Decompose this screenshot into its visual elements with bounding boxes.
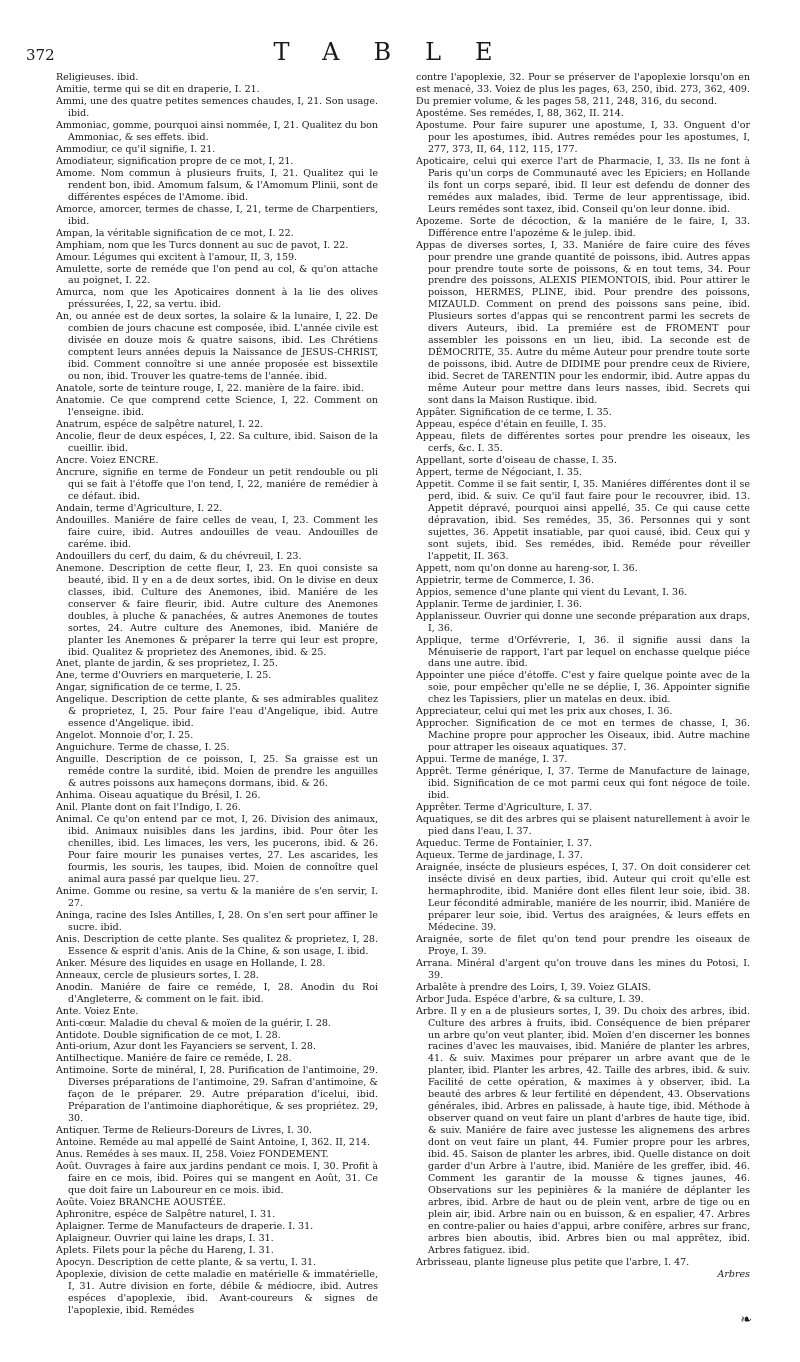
index-entry: Aplaigner. Terme de Manufacteurs de draperie. I. 31. [56, 1221, 314, 1232]
index-entry: Ancolie, fleur de deux espéces, I, 22. Sa culture, ibid. Saison de la cueillir. ibid. [56, 431, 378, 455]
index-entry: Appas de diverses sortes, I, 33. Maniére de faire cuire des féves pour prendre une grande quantité de poissons, ibid. Autres appas pour prendre toute sorte de poissons, & en tout tems, 34. Pour prendre des poissons, ALEXIS PIEMONTOIS, ibid. Pour attirer le poisson, HERMES, PLINE, ibid. Pour prendre des poissons, MIZAULD. Comment on prend des poissons sans peine, ibid. Plusieurs sortes d'appas qui se rencontrent parmi les secrets de divers Auteurs, ibid. La premiére est de FROMENT pour assembler les poissons en un lieu, ibid. La seconde est de DÉMOCRITE, 35. Autre du même Auteur pour prendre toute sorte de poissons, ibid. Autre de DIDIME pour prendre ceux de Riviere, ibid. Secret de TARENTIN pour les endormir, ibid. Autre appas du même Auteur pour mettre dans leurs nasses, ibid. Secrets qui sont dans la Maison Rustique. ibid. [416, 239, 750, 407]
index-entry: Andouillers du cerf, du daim, & du chévreuil, I. 23. [56, 550, 302, 562]
index-entry: Antoine. Reméde au mal appellé de Saint Antoine, I, 362. II, 214. [56, 1137, 371, 1149]
index-entry: Andouilles. Maniére de faire celles de veau, I, 23. Comment les faire cuire, ibid. Autres andouilles de veau. Andouilles de caréme. ibid. [56, 514, 378, 550]
index-entry: Approcher. Signification de ce mot en termes de chasse, I, 36. Machine propre pour approcher les Oiseaux, ibid. Autre machine pour attraper les oiseaux aquatiques. 37. [416, 718, 750, 754]
index-entry: Anet, plante de jardin, & ses proprietez, I. 25. [56, 658, 278, 670]
index-entry: Anti-cœur. Maladie du cheval & moïen de la guérir, I. 28. [56, 1017, 331, 1029]
index-entry: Apprêter. Terme d'Agriculture, I. 37. [416, 802, 593, 814]
index-entry: Religieuses. ibid. [56, 72, 139, 83]
index-entry: Arbor Juda. Espéce d'arbre, & sa culture, I. 39. [416, 993, 644, 1005]
index-entry: Aqueux. Terme de jardinage, I. 37. [416, 849, 584, 861]
index-entry: Aphronitre, espéce de Salpêtre naturel, I. 31. [56, 1209, 276, 1221]
index-entry: Applanir. Terme de jardinier, I. 36. [416, 598, 583, 610]
index-entry: Appâter. Signification de ce terme, I. 35. [416, 407, 612, 419]
index-entry: Anime. Gomme ou resine, sa vertu & la maniére de s'en servir, I. 27. [56, 885, 378, 909]
index-entry: Appert, terme de Négociant, I. 35. [416, 466, 583, 478]
index-entry: Arbalête à prendre des Loirs, I, 39. Voiez GLAIS. [416, 981, 651, 993]
index-entry: Antilhectique. Maniére de faire ce reméde, I. 28. [56, 1053, 292, 1065]
index-entry: Anti-orium, Azur dont les Fayanciers se servent, I. 28. [56, 1041, 316, 1053]
index-entry: Aoûte. Voiez BRANCHE AOUSTÉE. [56, 1197, 226, 1209]
index-entry: Appellant, sorte d'oiseau de chasse, I. 35. [416, 455, 617, 466]
index-entry: Applanisseur. Ouvrier qui donne une seconde préparation aux draps, I, 36. [416, 610, 750, 634]
index-entry: Anemone. Description de cette fleur, I, 23. En quoi consiste sa beauté, ibid. Il y en a de deux sortes, ibid. On le divise en deux classes, ibid. Culture des Anemones, ibid. Maniére de les conserver & faire fleurir, ibid. Autre culture des Anemones doubles, à pluche & panachées, & autres Anemones de toutes sortes, 24. Autre culture des Anemones, ibid. Maniére de planter les Anemones & préparer la terre qui leur est propre, ibid. Qualitez & proprietez des Anemones, ibid. & 25. [56, 562, 378, 658]
index-entry: Apostume. Pour faire supurer une apostume, I, 33. Onguent d'or pour les apostumes, ibid. Autres remédes pour les apostumes, I, 277, 373, II, 64, 112, 115, 177. [416, 119, 750, 155]
index-entry: Araignée, insécte de plusieurs espéces, I, 37. On doit considerer cet insécte divisé en deux parties, ibid. Auteur qui croit qu'elle est hermaphrodite, ibid. Maniére dont elles filent leur soie, ibid. 38. Leur fécondité admirable, maniére de les nourrir, ibid. Maniére de préparer leur soie, ibid. Vertus des araignées, & leurs effets en Médecine. 39. [416, 861, 750, 933]
index-entry: Amour. Légumes qui excitent à l'amour, II, 3, 159. [56, 251, 298, 263]
index-entry: Andain, terme d'Agriculture, I. 22. [56, 502, 223, 514]
ornament: ❧ [740, 1312, 752, 1328]
index-entry: Anatomie. Ce que comprend cette Science, I, 22. Comment on l'enseigne. ibid. [56, 395, 378, 419]
index-entry: Anis. Description de cette plante. Ses qualitez & proprietez, I, 28. Essence & esprit d'anis. Anis de la Chine, & son usage, I. ibid. [56, 933, 378, 957]
index-entry: Apprêt. Terme générique, I, 37. Terme de Manufacture de lainage, ibid. Signification de ce mot parmi ceux qui font négoce de toile. ibid. [416, 766, 750, 802]
index-entry: Aqueduc. Terme de Fontainier, I. 37. [416, 838, 593, 849]
index-entry: contre l'apoplexie, 32. Pour se préserver de l'apoplexie lorsqu'on en est menacé, 33. Voiez de plus les pages, 63, 250, ibid. 273, 362, 409. Du premier volume, & les pages 58, 211, 248, 316, du second. [416, 72, 750, 107]
index-entry: Amodiateur, signification propre de ce mot, I, 21. [56, 155, 294, 167]
index-entry: Anneaux, cercle de plusieurs sortes, I. 28. [56, 969, 259, 981]
index-entry: Anhima. Oiseau aquatique du Brésil, I. 26. [56, 790, 261, 802]
index-entry: Amurca, nom que les Apoticaires donnent à la lie des olives préssurées, I, 22, sa vertu. ibid. [56, 287, 378, 311]
index-entry: Ancrure, signifie en terme de Fondeur un petit rendouble ou pli qui se fait à l'étoffe que l'on tend, I, 22, maniére de remédier à ce défaut. ibid. [56, 466, 378, 502]
index-entry: Aninga, racine des Isles Antilles, I, 28. On s'en sert pour affiner le sucre. ibid. [56, 909, 378, 933]
index-entry: Appett, nom qu'on donne au hareng-sor, I. 36. [416, 562, 638, 574]
page-title: TABLE [273, 38, 527, 66]
catchword: Arbres [717, 1268, 750, 1280]
index-entry: Anil. Plante dont on fait l'Indigo, I. 26. [56, 802, 241, 814]
index-entry: Ampan, la véritable signification de ce mot, I. 22. [56, 227, 294, 239]
index-entry: Appios, semence d'une plante qui vient du Levant, I. 36. [416, 586, 688, 598]
index-entry: Aplaigneur. Ouvrier qui laine les draps, I. 31. [56, 1232, 274, 1244]
index-entry: Applique, terme d'Orfévrerie, I, 36. il signifie aussi dans la Ménuiserie de rapport, l'art par lequel on enchasse quelque piéce dans une autre. ibid. [416, 634, 750, 670]
index-entry: Antiquer. Terme de Relieurs-Doreurs de Livres, I. 30. [56, 1125, 313, 1137]
index-entry: Amitie, terme qui se dit en draperie, I. 21. [56, 83, 260, 95]
index-entry: Ammodiur, ce qu'il signifie, I. 21. [56, 143, 216, 155]
left-column [56, 72, 378, 1317]
index-entry: Angar, signification de ce terme, I. 25. [56, 682, 241, 694]
right-column [416, 72, 750, 1281]
index-entry: Anatole, sorte de teinture rouge, I, 22. manière de la faire. ibid. [56, 383, 364, 395]
index-entry: Amorce, amorcer, termes de chasse, I, 21, terme de Charpentiers, ibid. [56, 203, 378, 227]
index-entry: Anus. Remédes à ses maux. II, 258. Voiez FONDEMENT. [56, 1149, 329, 1161]
index-entry: Arrana. Minéral d'argent qu'on trouve dans les mines du Potosi, I. 39. [416, 957, 750, 981]
index-entry: Animal. Ce qu'on entend par ce mot, I, 26. Division des animaux, ibid. Animaux nuisibles dans les jardins, ibid. Pour ôter les chenilles, ibid. Les limaces, les vers, les pucerons, ibid. & 26. Pour faire mourir les punaises vertes, 27. Les ascarides, les fourmis, les souris, les taupes, ibid. Moien de connoître quel animal aura passé par quelque lieu. 27. [56, 814, 378, 885]
index-entry: Angelique. Description de cette plante, & ses admirables qualitez & proprietez, I, 25. Pour faire l'eau d'Angelique, ibid. Autre essence d'Angelique. ibid. [56, 694, 378, 730]
index-entry: Anodin. Maniére de faire ce reméde, I, 28. Anodin du Roi d'Angleterre, & comment on le fait. ibid. [56, 981, 378, 1005]
index-entry: Ane, terme d'Ouvriers en marqueterie, I. 25. [56, 670, 272, 682]
index-entry: Appetit. Comme il se fait sentir, I, 35. Maniéres différentes dont il se perd, ibid. & suiv. Ce qu'il faut faire pour le recouvrer, ibid. 13. Appetit dépravé, pourquoi ainsi appellé, 35. Ce qui cause cette dépravation, ibid. Ses remédes, 35, 36. Personnes qui y sont sujettes, 36. Appetit insatiable, par quoi causé, ibid. Ceux qui y sont sujets, ibid. Ses remédes, ibid. Reméde pour réveiller l'appetit, II. 363. [416, 478, 750, 562]
index-entry: Appui. Terme de manége, I. 37. [416, 754, 568, 766]
page-number: 372 [26, 46, 55, 64]
index-entry: Aquatiques, se dit des arbres qui se plaisent naturellement à avoir le pied dans l'eau, I. 37. [416, 814, 750, 838]
index-entry: Appreciateur, celui qui met les prix aux choses, I. 36. [416, 706, 673, 718]
index-entry: Aplets. Filets pour la pêche du Hareng, I. 31. [56, 1244, 274, 1256]
index-entry: Ammoniac, gomme, pourquoi ainsi nommée, I, 21. Qualitez du bon Ammoniac, & ses effets. ibid. [56, 119, 378, 143]
index-entry: Amphiam, nom que les Turcs donnent au suc de pavot, I. 22. [56, 239, 349, 251]
index-entry: Août. Ouvrages à faire aux jardins pendant ce mois. I, 30. Profit à faire en ce mois, ibid. Poires qui se mangent en Août, 31. Ce que doit faire un Laboureur en ce mois. ibid. [56, 1161, 378, 1197]
index-entry: Anatrum, espéce de salpêtre naturel, I. 22. [56, 419, 264, 431]
index-entry: Antidote. Double signification de ce mot, I. 28. [56, 1029, 281, 1041]
index-entry: Anker. Mésure des liquides en usage en Hollande, I. 28. [56, 957, 326, 969]
index-entry: Araignée, sorte de filet qu'on tend pour prendre les oiseaux de Proye, I. 39. [416, 933, 750, 957]
index-entry: Appeau, filets de différentes sortes pour prendre les oiseaux, les cerfs, &c. I. 35. [416, 431, 750, 455]
index-entry: Apostéme. Ses remédes, I, 88, 362, II. 214. [416, 107, 624, 119]
index-entry: Antimoine. Sorte de minéral, I, 28. Purification de l'antimoine, 29. Diverses préparations de l'antimoine, 29. Safran d'antimoine, & façon de le préparer. 29. Autre préparation d'icelui, ibid. Préparation de l'antimoine diaphorétique, & ses propriétez. 29, 30. [56, 1065, 378, 1125]
index-entry: An, ou année est de deux sortes, la solaire & la lunaire, I, 22. De combien de jours chacune est composée, ibid. L'année civile est divisée en douze mois & quatre saisons, ibid. Les Chrétiens comptent leurs années depuis la Naissance de JESUS-CHRIST, ibid. Comment connoître si une année proposée est bissextile ou non, ibid. Trouver les quatre-tems de l'année. ibid. [56, 311, 378, 383]
index-entry: Appeau, espéce d'étain en feuille, I. 35. [416, 419, 607, 431]
index-entry: Apozeme. Sorte de décoction, & la maniére de le faire, I, 33. Différence entre l'apozéme & le julep. ibid. [416, 215, 750, 239]
index-entry: Arbrisseau, plante ligneuse plus petite que l'arbre, I. 47. [416, 1256, 690, 1268]
index-entry: Arbre. Il y en a de plusieurs sortes, I, 39. Du choix des arbres, ibid. Culture des arbres à fruits, ibid. Conséquence de bien préparer un arbre qu'on veut planter, ibid. Moïen d'en discerner les bonnes racines d'avec les mauvaises, ibid. Maniére de planter les arbres, 41. & suiv. Maximes pour préparer un arbre avant que de le planter, ibid. Planter les arbres, 42. Taille des arbres, ibid. & suiv. Facilité de cette opération, & maximes à y observer, ibid. La beauté des arbres & leur fertilité en dépendent, 43. Observations générales, ibid. Arbres en palissade, à haute tige, ibid. Méthode à observer quand on veut faire un plant d'arbres de haute tige, ibid. & suiv. Maniére de faire avec justesse les alignemens des arbres dont on veut faire un plant, 44. Fumier propre pour les arbres, ibid. 45. Saison de planter les arbres, ibid. Quelle distance on doit garder d'un Arbre à l'autre, ibid. Maniére de les greffer, ibid. 46. Comment les garantir de la mousse & tignes jaunes, 46. Observations sur les pepinières & la maniére de déplanter les arbres, ibid. Arbre de haut ou de plein vent, arbre de tige ou en plein air, ibid. Arbre nain ou en buisson, & en espalier, 47. Arbres en contre-palier ou haies d'appui, arbre conifère, arbres sur franc, arbres bien aboutis, ibid. Arbres bien ou mal apprêtez, ibid. Arbres fatiguez. ibid. [416, 1005, 750, 1256]
index-entry: Apoplexie, division de cette maladie en matérielle & immatérielle, I, 31. Autre division en forte, débile & médiocre, ibid. Autres espéces d'apoplexie, ibid. Avant-coureurs & signes de l'apoplexie, ibid. Remédes [56, 1268, 378, 1316]
index-entry: Ammi, une des quatre petites semences chaudes, I, 21. Son usage. ibid. [56, 95, 378, 119]
index-entry: Angelot. Monnoie d'or, I. 25. [56, 730, 194, 742]
index-entry: Ancre. Voiez ENCRE. [56, 455, 159, 466]
index-entry: Ante. Voiez Ente. [56, 1005, 139, 1017]
index-entry: Apoticaire, celui qui exerce l'art de Pharmacie, I, 33. Ils ne font à Paris qu'un corps de Communauté avec les Epiciers; en Hollande ils font un corps separé, ibid. Il leur est defendu de donner des remédes aux malades, ibid. Terme de leur apprentissage, ibid. Leurs remédes sont taxez, ibid. Conseil qu'on leur donne. ibid. [416, 155, 750, 215]
index-entry: Appointer une piéce d'étoffe. C'est y faire quelque pointe avec de la soie, pour empêcher qu'elle ne se déplie, I, 36. Appointer signifie chez les Tapissiers, plier un matelas en deux. ibid. [416, 670, 750, 706]
index-entry: Anguille. Description de ce poisson, I, 25. Sa graisse est un reméde contre la surdité, ibid. Moien de prendre les anguilles & autres poissons aux hameçons dormans, ibid. & 26. [56, 754, 378, 790]
index-entry: Anguichure. Terme de chasse, I. 25. [56, 742, 230, 754]
index-entry: Amome. Nom commun à plusieurs fruits, I, 21. Qualitez qui le rendent bon, ibid. Amomum falsum, & l'Amomum Plinii, sont de différentes espéces de l'Amome. ibid. [56, 167, 378, 203]
index-entry: Appietrir, terme de Commerce, I. 36. [416, 574, 595, 586]
index-entry: Apocyn. Description de cette plante, & sa vertu, I. 31. [56, 1256, 317, 1268]
index-entry: Amulette, sorte de reméde que l'on pend au col, & qu'on attache au poignet, I. 22. [56, 263, 378, 287]
